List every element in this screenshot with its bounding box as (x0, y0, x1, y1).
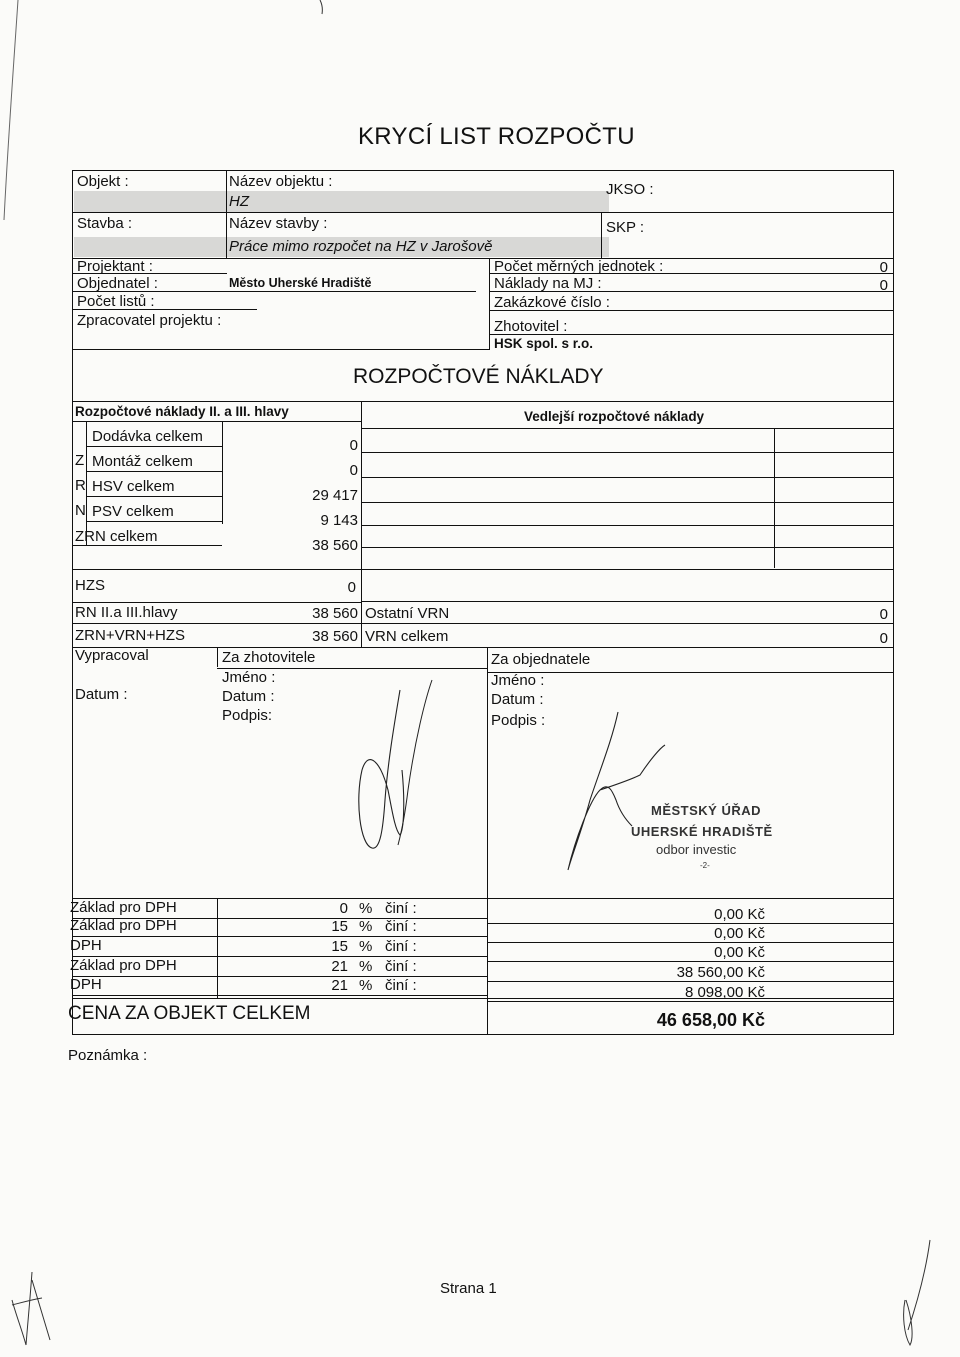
line (487, 981, 894, 982)
skp-label: SKP : (606, 219, 645, 236)
right-header: Vedlejší rozpočtové náklady (524, 409, 705, 424)
dph-rate: 15 (331, 918, 348, 935)
line (487, 923, 894, 924)
dph-amount: 8 098,00 Kč (684, 984, 765, 1001)
dph-pct: % (359, 958, 373, 975)
podpis-zhotovitel-label: Podpis: (222, 707, 273, 724)
rn-label: RN II.a III.hlavy (75, 604, 178, 621)
vrn-celkem-value: 0 (879, 630, 888, 647)
ostatni-vrn-label: Ostatní VRN (365, 605, 450, 622)
signature-zhotovitel-tail (398, 680, 432, 845)
vypracoval-label: Vypracoval (75, 647, 149, 664)
stamp-line2: UHERSKÉ HRADIŠTĚ (631, 824, 773, 839)
dph-rate: 21 (331, 977, 348, 994)
line (72, 936, 487, 937)
cost-value: 9 143 (320, 512, 358, 529)
total-label: CENA ZA OBJEKT CELKEM (68, 1003, 311, 1024)
cost-label: PSV celkem (92, 503, 174, 520)
letter-n: N (75, 502, 86, 519)
stavba-label: Stavba : (77, 215, 133, 232)
nazev-objektu-label: Název objektu : (229, 173, 333, 190)
signature-zhotovitel (359, 690, 404, 848)
line (72, 995, 487, 996)
cost-value: 0 (349, 462, 358, 479)
datum-objednatel-label: Datum : (491, 691, 544, 708)
dph-label: Základ pro DPH (70, 917, 177, 934)
dph-cini: činí : (385, 938, 417, 955)
naklady-mj-label: Náklady na MJ : (494, 275, 602, 292)
za-zhotovitele-label: Za zhotovitele (222, 649, 316, 666)
dph-rate: 0 (339, 900, 348, 917)
cost-label: HSV celkem (92, 478, 175, 495)
jmeno-objednatel-label: Jméno : (491, 672, 545, 689)
jmeno-zhotovitel-label: Jméno : (222, 669, 276, 686)
podpis-objednatel-label: Podpis : (491, 712, 546, 729)
page-edge-mark (4, 0, 18, 220)
rn-value: 38 560 (312, 605, 358, 622)
dph-rate: 15 (331, 938, 348, 955)
zrn-total-label: ZRN+VRN+HZS (75, 627, 186, 644)
dph-cini: činí : (385, 958, 417, 975)
line (72, 976, 487, 977)
total-value: 46 658,00 Kč (656, 1010, 765, 1030)
zakazkove-cislo-label: Zakázkové číslo : (494, 294, 610, 311)
line (487, 1001, 894, 1002)
cost-label: Montáž celkem (92, 453, 193, 470)
hzs-label: HZS (75, 577, 105, 594)
ostatni-vrn-value: 0 (879, 606, 888, 623)
line (487, 942, 894, 943)
dph-label: Základ pro DPH (70, 899, 177, 916)
objednatel-value: Město Uherské Hradiště (229, 276, 372, 290)
cost-value: 38 560 (312, 537, 358, 554)
dph-label: Základ pro DPH (70, 957, 177, 974)
cost-value: 0 (349, 437, 358, 454)
dph-amount: 38 560,00 Kč (676, 964, 765, 981)
line (217, 898, 218, 998)
cost-label: Dodávka celkem (92, 428, 203, 445)
line (72, 998, 894, 999)
pocet-mj-value: 0 (879, 259, 888, 276)
footer-page: Strana 1 (440, 1280, 497, 1297)
signature-bottom-left (12, 1272, 50, 1345)
dph-pct: % (359, 900, 373, 917)
stamp-line3: odbor investic (656, 842, 737, 857)
dph-amount: 0,00 Kč (714, 925, 765, 942)
pen-mark-top (320, 0, 322, 14)
zrn-total-value: 38 560 (312, 628, 358, 645)
dph-rate: 21 (331, 958, 348, 975)
jkso-label: JKSO : (606, 181, 654, 198)
dph-pct: % (359, 918, 373, 935)
signature-objednatel (568, 712, 665, 870)
naklady-mj-value: 0 (879, 277, 888, 294)
cost-label: ZRN celkem (75, 528, 158, 545)
za-objednatele-label: Za objednatele (491, 651, 591, 668)
dph-pct: % (359, 977, 373, 994)
line (487, 961, 894, 962)
hzs-value: 0 (347, 579, 356, 596)
pocet-listu-label: Počet listů : (77, 293, 155, 310)
section-title: ROZPOČTOVÉ NÁKLADY (353, 365, 604, 388)
zhotovitel-value: HSK spol. s r.o. (494, 336, 594, 351)
objednatel-label: Objednatel : (77, 275, 158, 292)
letter-z: Z (75, 452, 85, 469)
dph-cini: činí : (385, 900, 417, 917)
zhotovitel-label: Zhotovitel : (494, 318, 568, 335)
dph-label: DPH (70, 937, 102, 954)
objekt-label: Objekt : (77, 173, 129, 190)
document-title: KRYCÍ LIST ROZPOČTU (358, 123, 635, 150)
letter-r: R (75, 477, 86, 494)
projektant-label: Projektant : (77, 258, 153, 275)
dph-amount: 0,00 Kč (714, 906, 765, 923)
stamp-line4: -2- (700, 861, 710, 870)
cost-value: 29 417 (312, 487, 358, 504)
poznamka-label: Poznámka : (68, 1047, 148, 1064)
nazev-stavby-value: Práce mimo rozpočet na HZ v Jarošově (229, 238, 493, 255)
dph-label: DPH (70, 976, 102, 993)
dph-pct: % (359, 938, 373, 955)
nazev-stavby-label: Název stavby : (229, 215, 328, 232)
zpracovatel-label: Zpracovatel projektu : (77, 312, 222, 329)
dph-cini: činí : (385, 918, 417, 935)
datum-zhotovitel-label: Datum : (222, 688, 275, 705)
stamp-line1: MĚSTSKÝ ÚŘAD (651, 803, 762, 818)
left-header: Rozpočtové náklady II. a III. hlavy (75, 404, 289, 419)
dph-cini: činí : (385, 977, 417, 994)
vrn-celkem-label: VRN celkem (365, 628, 449, 645)
dph-amount: 0,00 Kč (714, 944, 765, 961)
signature-bottom-right (904, 1240, 930, 1345)
datum-label: Datum : (75, 686, 128, 703)
line (72, 898, 894, 899)
nazev-objektu-value: HZ (229, 193, 249, 210)
pocet-mj-label: Počet měrných jednotek : (494, 258, 664, 275)
